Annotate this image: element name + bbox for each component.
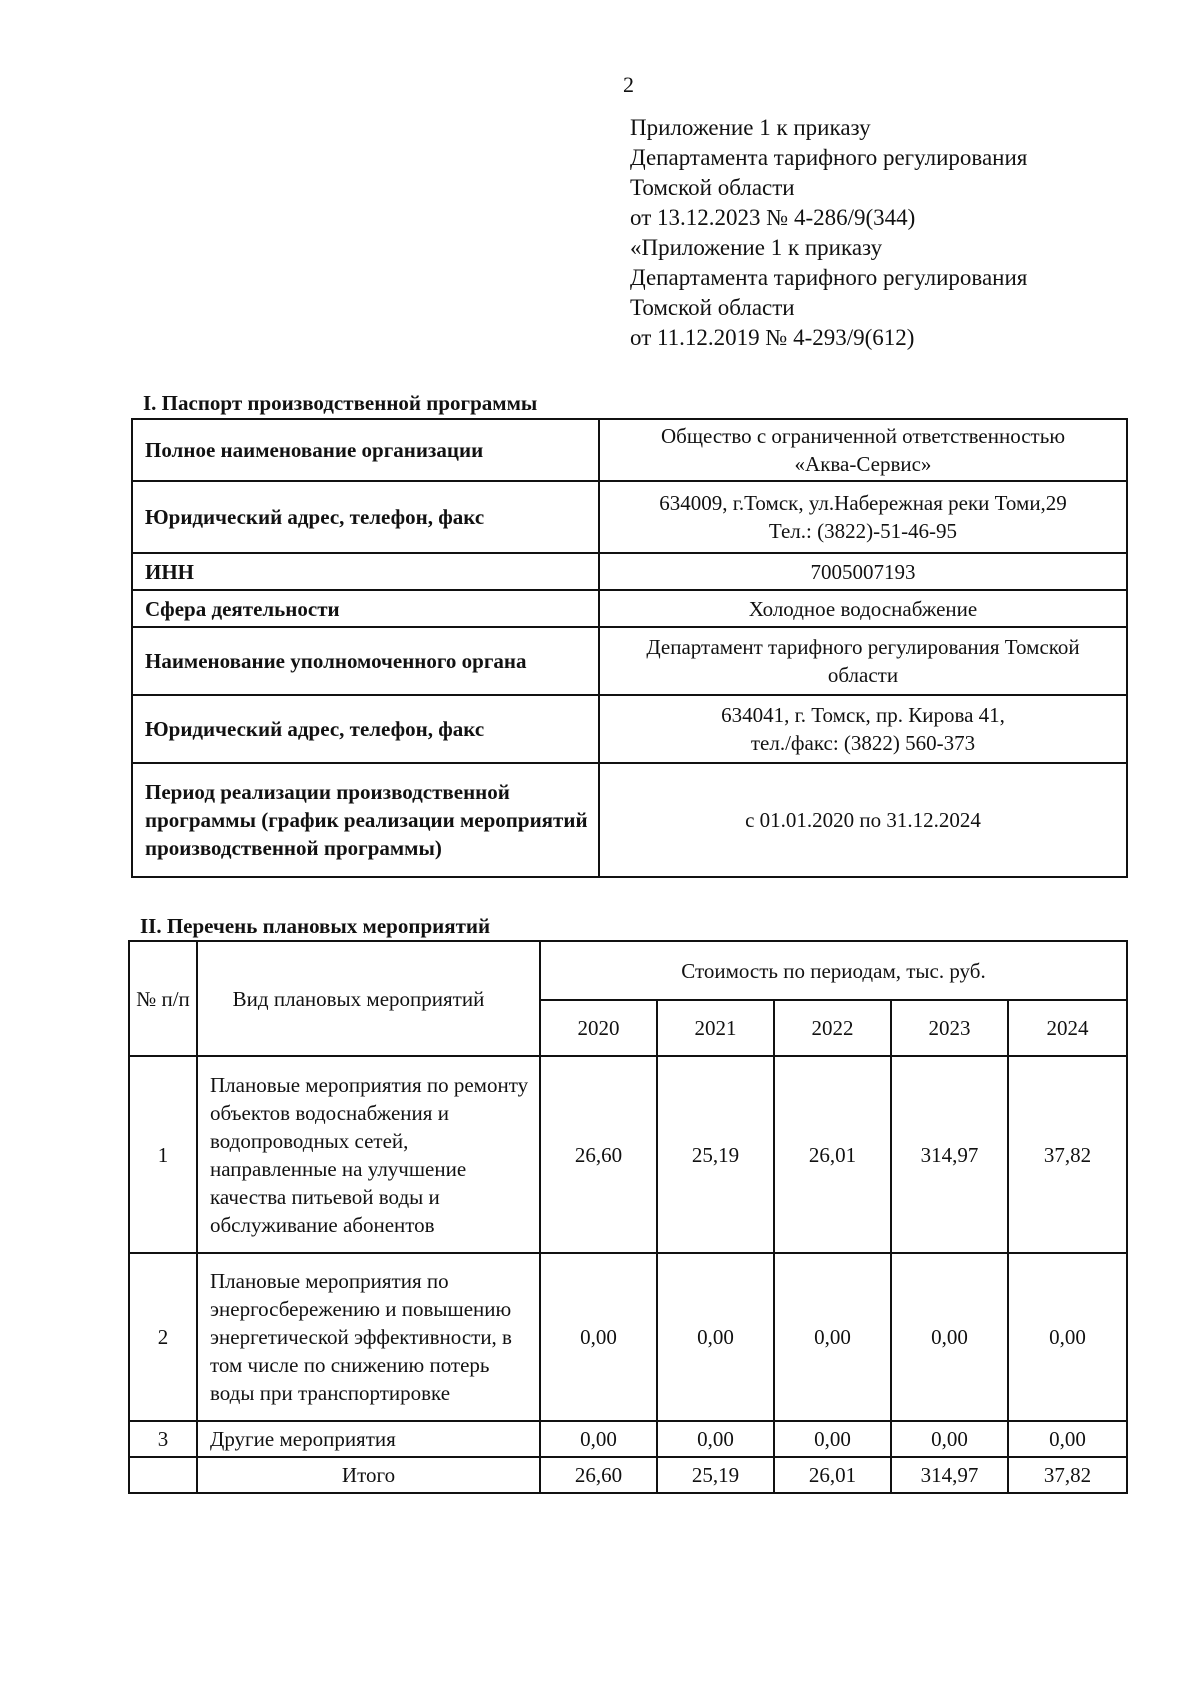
passport-label: Сфера деятельности	[132, 590, 599, 627]
cost-value: 37,82	[1008, 1056, 1127, 1253]
appendix-line: «Приложение 1 к приказу	[630, 235, 883, 260]
total-row	[129, 1457, 1127, 1493]
appendix-line: Томской области	[630, 175, 795, 200]
value-line: 634041, г. Томск, пр. Кирова 41,	[721, 703, 1005, 727]
value-line: Тел.: (3822)-51-46-95	[768, 519, 958, 543]
cost-value: 26,60	[540, 1056, 657, 1253]
passport-label: Наименование уполномоченного органа	[132, 627, 599, 695]
passport-value	[599, 419, 1127, 481]
cost-value: 0,00	[657, 1253, 774, 1421]
measure-description: Другие мероприятия	[197, 1421, 540, 1457]
page-number: 2	[623, 72, 634, 97]
cost-value: 0,00	[1008, 1253, 1127, 1421]
passport-label: ИНН	[132, 553, 599, 590]
value-line: 7005007193	[810, 559, 916, 584]
section-1-title: I. Паспорт производственной программы	[143, 391, 538, 415]
table-row	[129, 1253, 1127, 1421]
passport-label: Юридический адрес, телефон, факс	[132, 481, 599, 553]
row-number: 3	[129, 1421, 197, 1457]
passport-value	[599, 481, 1127, 553]
cost-value: 0,00	[891, 1253, 1008, 1421]
table-row	[129, 1421, 1127, 1457]
value-line: области	[827, 663, 899, 687]
passport-value	[599, 627, 1127, 695]
passport-value	[599, 590, 1127, 627]
total-value: 37,82	[1008, 1457, 1127, 1493]
passport-value	[599, 553, 1127, 590]
column-header-type: Вид плановых мероприятий	[197, 941, 540, 1056]
passport-label: Период реализации производственной программы (график реализации мероприятий производственной программы)	[132, 763, 599, 877]
cost-value: 25,19	[657, 1056, 774, 1253]
passport-value	[599, 695, 1127, 763]
row-number: 2	[129, 1253, 197, 1421]
value-line: Общество с ограниченной ответственностью	[660, 424, 1066, 448]
cost-value: 0,00	[891, 1421, 1008, 1457]
row-number: 1	[129, 1056, 197, 1253]
column-header-year: 2021	[657, 1000, 774, 1056]
appendix-line: Департамента тарифного регулирования	[630, 265, 1028, 290]
passport-label: Юридический адрес, телефон, факс	[132, 695, 599, 763]
table-row	[132, 553, 1127, 590]
cost-value: 0,00	[1008, 1421, 1127, 1457]
empty-cell	[129, 1457, 197, 1493]
value-line: Департамент тарифного регулирования Томской	[646, 635, 1080, 659]
column-header-number: № п/п	[129, 941, 197, 1056]
table-row	[132, 590, 1127, 627]
appendix-line: Департамента тарифного регулирования	[630, 145, 1028, 170]
column-header-year: 2022	[774, 1000, 891, 1056]
total-value: 25,19	[657, 1457, 774, 1493]
cost-value: 0,00	[540, 1253, 657, 1421]
appendix-line: от 13.12.2023 № 4-286/9(344)	[630, 205, 916, 230]
column-header-year: 2023	[891, 1000, 1008, 1056]
value-line: Холодное водоснабжение	[748, 596, 978, 621]
total-value: 26,60	[540, 1457, 657, 1493]
value-line: «Аква-Сервис»	[794, 452, 932, 476]
cost-value: 0,00	[774, 1421, 891, 1457]
column-header-cost: Стоимость по периодам, тыс. руб.	[540, 941, 1127, 1000]
appendix-reference	[630, 113, 1150, 353]
table-row	[132, 763, 1127, 877]
table-row	[132, 481, 1127, 553]
table-row	[129, 1056, 1127, 1253]
cost-value: 0,00	[540, 1421, 657, 1457]
cost-value: 314,97	[891, 1056, 1008, 1253]
measures-table	[128, 940, 1128, 1494]
table-header-row	[129, 941, 1127, 1000]
value-line: тел./факс: (3822) 560-373	[750, 731, 976, 755]
passport-label: Полное наименование организации	[132, 419, 599, 481]
column-header-year: 2024	[1008, 1000, 1127, 1056]
passport-table	[131, 418, 1128, 878]
cost-value: 26,01	[774, 1056, 891, 1253]
total-value: 314,97	[891, 1457, 1008, 1493]
appendix-line: от 11.12.2019 № 4-293/9(612)	[630, 325, 915, 350]
column-header-year: 2020	[540, 1000, 657, 1056]
total-value: 26,01	[774, 1457, 891, 1493]
passport-value	[599, 763, 1127, 877]
cost-value: 0,00	[774, 1253, 891, 1421]
table-row	[132, 695, 1127, 763]
value-line: 634009, г.Томск, ул.Набережная реки Томи,29	[659, 491, 1067, 515]
section-2-title: II. Перечень плановых мероприятий	[140, 914, 491, 938]
table-row	[132, 627, 1127, 695]
value-line: с 01.01.2020 по 31.12.2024	[745, 808, 981, 832]
measure-description: Плановые мероприятия по ремонту объектов водоснабжения и водопроводных сетей, направленные на улучшение качества питьевой воды и обслуживание абонентов	[197, 1056, 540, 1253]
measure-description: Плановые мероприятия по энергосбережению и повышению энергетической эффективности, в том числе по снижению потерь воды при транспортировке	[197, 1253, 540, 1421]
appendix-line: Томской области	[630, 295, 795, 320]
table-row	[132, 419, 1127, 481]
total-label: Итого	[197, 1457, 540, 1493]
appendix-line: Приложение 1 к приказу	[630, 115, 871, 140]
cost-value: 0,00	[657, 1421, 774, 1457]
